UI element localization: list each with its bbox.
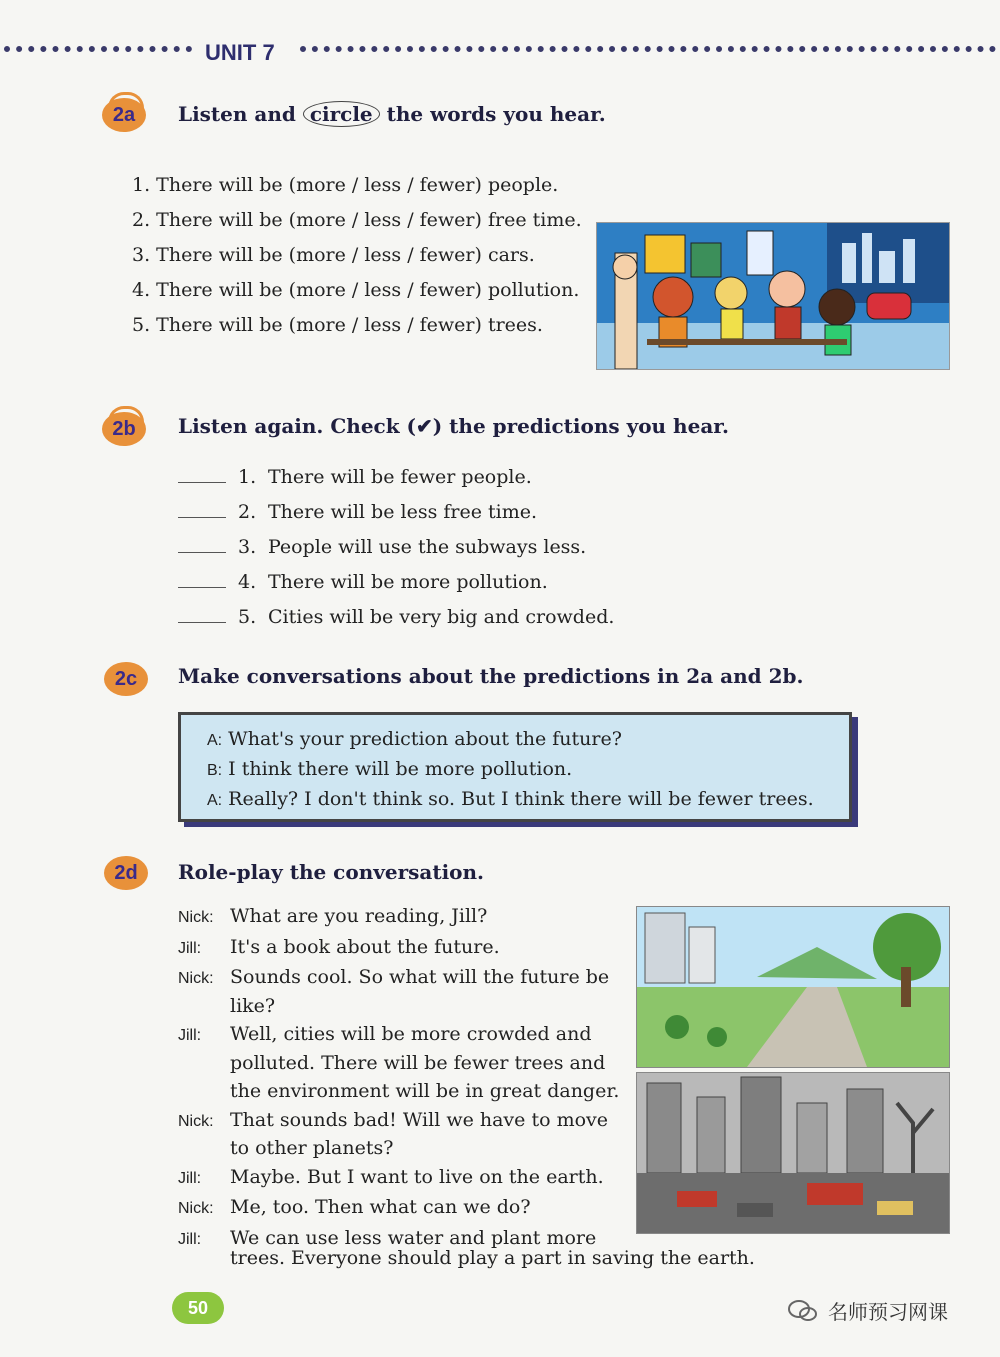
- dialog-line: Nick: Me, too. Then what can we do?: [178, 1196, 531, 1218]
- polluted-city-illustration: [636, 1072, 950, 1234]
- badge-2b: 2b: [102, 412, 146, 446]
- dialog-line: Jill: Well, cities will be more crowded and polluted. There will be fewer trees and the environment will be in great danger.: [178, 1023, 620, 1102]
- dialog-line: Nick: What are you reading, Jill?: [178, 905, 488, 927]
- conversation-line: A: Really? I don't think so. But I think there will be fewer trees.: [207, 788, 814, 810]
- circled-word: circle: [303, 101, 380, 127]
- list-2a: [132, 168, 582, 343]
- unit-title: UNIT 7: [205, 40, 275, 65]
- list-2b: [178, 460, 614, 635]
- answer-blank[interactable]: [178, 569, 226, 588]
- checklist-row: 2. There will be less free time.: [178, 495, 614, 530]
- answer-blank[interactable]: [178, 534, 226, 553]
- watermark-text: 名师预习网课: [828, 1300, 948, 1324]
- list-item: 4. There will be (more / less / fewer) pollution.: [132, 279, 580, 301]
- instruction-2d: Role-play the conversation.: [178, 860, 485, 884]
- dialog-line-continued: trees. Everyone should play a part in saving the earth.: [230, 1247, 755, 1269]
- checklist-row: 5. Cities will be very big and crowded.: [178, 600, 614, 635]
- list-item: 2. There will be (more / less / fewer) free time.: [132, 209, 582, 231]
- conversation-box: [178, 712, 852, 822]
- checklist-row: 1. There will be fewer people.: [178, 460, 614, 495]
- page-number: 50: [172, 1292, 224, 1324]
- dialog-line: Nick: That sounds bad! Will we have to move to other planets?: [178, 1108, 608, 1159]
- checklist-row: 3. People will use the subways less.: [178, 530, 614, 565]
- green-city-illustration: [636, 906, 950, 1068]
- header-dots-left: [4, 46, 192, 64]
- answer-blank[interactable]: [178, 464, 226, 483]
- watermark: [788, 1296, 948, 1325]
- role-play-dialog: [178, 902, 755, 1269]
- conversation-line: A: What's your prediction about the future?: [207, 728, 622, 750]
- checklist-row: 4. There will be more pollution.: [178, 565, 614, 600]
- badge-2a: 2a: [102, 98, 146, 132]
- badge-2c: 2c: [104, 662, 148, 696]
- dialog-line: Nick: Sounds cool. So what will the future be like?: [178, 966, 610, 1017]
- answer-blank[interactable]: [178, 499, 226, 518]
- instruction-2b: Listen again. Check (✔) the predictions you hear.: [178, 414, 729, 438]
- instruction-2a: Listen and circle the words you hear.: [178, 102, 606, 126]
- list-item: 5. There will be (more / less / fewer) trees.: [132, 314, 543, 336]
- dialog-line: Jill: Maybe. But I want to live on the earth.: [178, 1165, 604, 1188]
- classroom-illustration: [596, 222, 950, 370]
- header-dots-right: [300, 46, 996, 64]
- dialog-line: Jill: It's a book about the future.: [178, 935, 500, 958]
- list-item: 1. There will be (more / less / fewer) people.: [132, 174, 559, 196]
- conversation-line: B: I think there will be more pollution.: [207, 758, 573, 780]
- answer-blank[interactable]: [178, 604, 226, 623]
- wechat-icon: [788, 1299, 818, 1323]
- list-item: 3. There will be (more / less / fewer) cars.: [132, 244, 535, 266]
- instruction-2c: Make conversations about the predictions in 2a and 2b.: [178, 664, 804, 688]
- badge-2d: 2d: [104, 856, 148, 890]
- dialog-line: Jill: We can use less water and plant more: [178, 1226, 597, 1249]
